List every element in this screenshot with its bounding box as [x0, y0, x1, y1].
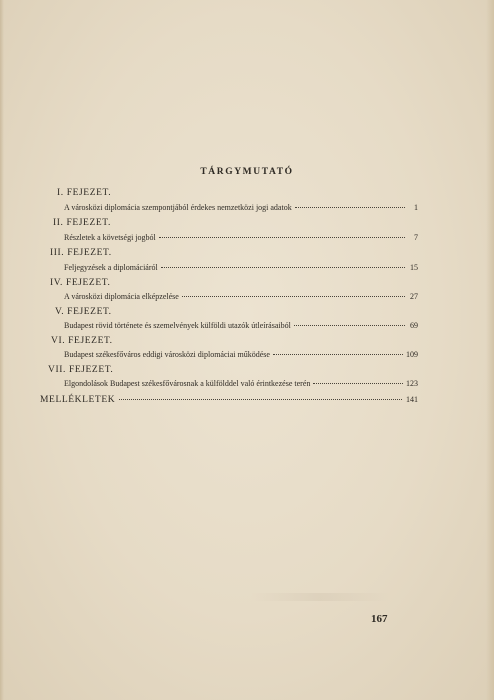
chapter-heading: I. FEJEZET.	[57, 188, 112, 198]
toc-line-text: A városközi diplomácia elképzelése	[64, 292, 179, 301]
toc-line	[64, 263, 418, 272]
chapter-heading: VII. FEJEZET.	[48, 365, 114, 375]
toc-page-number: 109	[406, 350, 418, 359]
toc-page-number: 123	[406, 379, 418, 388]
toc-line-text: Budapest rövid története és szemelvények külföldi utazók útleírásaiból	[64, 321, 291, 330]
faint-stamp-mark	[250, 593, 390, 601]
dot-leader	[295, 206, 405, 208]
toc-line	[64, 203, 418, 212]
toc-page-number: 27	[410, 292, 418, 301]
page-edge-shadow-left	[0, 0, 4, 700]
annex-line	[40, 395, 418, 405]
dot-leader	[119, 398, 402, 400]
toc-line-text: Részletek a követségi jogból	[64, 233, 156, 242]
chapter-heading: V. FEJEZET.	[55, 307, 112, 317]
dot-leader	[313, 382, 403, 384]
chapter-heading: II. FEJEZET.	[53, 218, 111, 228]
annex-label: MELLÉKLETEK	[40, 395, 116, 405]
annex-page-number: 141	[406, 395, 418, 404]
toc-page-number: 15	[410, 263, 418, 272]
toc-line-text: Feljegyzések a diplomáciáról	[64, 263, 158, 272]
dot-leader	[294, 324, 405, 326]
toc-page-number: 7	[414, 233, 418, 242]
toc-line	[64, 233, 418, 242]
toc-line	[64, 350, 418, 359]
dot-leader	[182, 295, 405, 297]
dot-leader	[273, 353, 403, 355]
chapter-heading: VI. FEJEZET.	[51, 336, 113, 346]
toc-page-number: 69	[410, 321, 418, 330]
page-folio-number: 167	[371, 613, 388, 625]
toc-page-number: 1	[414, 203, 418, 212]
dot-leader	[161, 266, 405, 268]
toc-line-text: A városközi diplomácia szempontjából érdekes nemzetközi jogi adatok	[64, 203, 292, 212]
page-edge-shadow-right	[486, 0, 494, 700]
chapter-heading: III. FEJEZET.	[50, 248, 112, 258]
toc-title: TÁRGYMUTATÓ	[200, 167, 294, 177]
chapter-heading: IV. FEJEZET.	[50, 278, 111, 288]
dot-leader	[159, 236, 405, 238]
toc-line-text: Budapest székesfőváros eddigi városközi diplomáciai működése	[64, 350, 270, 359]
toc-line	[64, 379, 418, 388]
toc-line-text: Elgondolások Budapest székesfővárosnak a külfölddel való érintkezése terén	[64, 379, 311, 388]
toc-line	[64, 292, 418, 301]
toc-line	[64, 321, 418, 330]
